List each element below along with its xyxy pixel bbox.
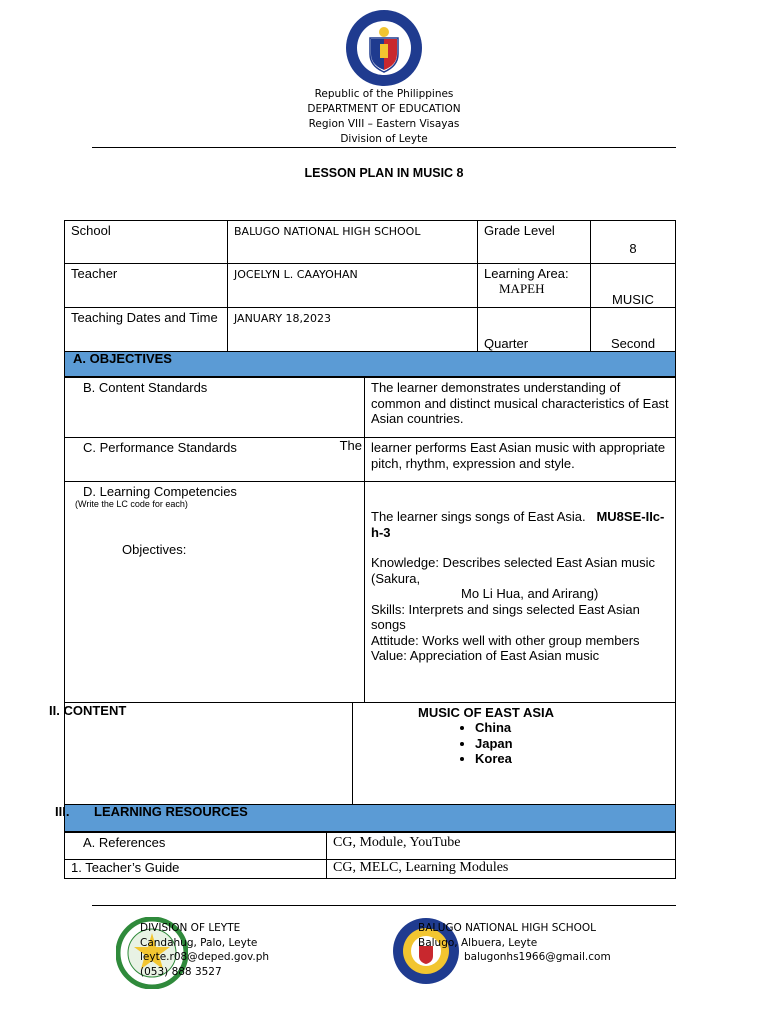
footer-right-address: Balugo, Albuera, Leyte <box>418 936 538 949</box>
dates-label: Teaching Dates and Time <box>65 308 228 352</box>
performance-standards-label <box>65 438 365 482</box>
teachers-guide-value: CG, MELC, Learning Modules <box>327 860 676 879</box>
performance-the: The <box>339 438 362 453</box>
footer-right-school: BALUGO NATIONAL HIGH SCHOOL <box>418 922 596 934</box>
footer-rule <box>92 905 676 906</box>
footer-right <box>418 921 611 965</box>
content-topic: MUSIC OF EAST ASIA <box>418 705 555 720</box>
content-topic-cell <box>353 703 676 805</box>
content-label-cell <box>49 703 353 805</box>
quarter-value: Second <box>591 308 676 352</box>
region-line: Region VIII – Eastern Visayas <box>308 118 460 130</box>
performance-standards-text: learner performs East Asian music with appropriate pitch, rhythm, expression and style. <box>365 438 676 482</box>
teachers-guide-label: 1. Teacher’s Guide <box>65 860 327 879</box>
footer-left-phone: (053) 888 3527 <box>140 965 222 978</box>
competencies-note: (Write the LC code for each) <box>75 499 188 509</box>
objectives-heading-text: A. OBJECTIVES <box>73 351 172 366</box>
competencies-text-cell <box>365 482 676 703</box>
skills-text: Skills: Interprets and sings selected East Asian songs <box>371 601 640 632</box>
learning-area-value: MUSIC <box>591 264 676 308</box>
references-value: CG, Module, YouTube <box>327 833 676 860</box>
competency-text: The learner sings songs of East Asia. <box>371 509 586 524</box>
objectives-table <box>64 377 676 703</box>
competencies-cell <box>65 482 365 703</box>
value-text: Value: Appreciation of East Asian music <box>371 648 600 663</box>
list-item: • Japan <box>475 736 669 752</box>
footer-left-email[interactable]: leyte.r08@deped.gov.ph <box>140 951 270 963</box>
footer-left <box>140 921 269 979</box>
grade-value: 8 <box>591 221 676 264</box>
attitude-text: Attitude: Works well with other group members <box>371 632 640 648</box>
content-standards-label: B. Content Standards <box>65 378 365 438</box>
competency-code: MU8SE-IIc-h-3 <box>371 509 665 540</box>
resources-heading-num: III. <box>55 804 70 819</box>
learning-area-sub: MAPEH <box>499 281 545 296</box>
deped-seal-logo <box>344 8 424 88</box>
knowledge-a: Knowledge: Describes selected East Asian music (Sakura, <box>371 555 655 586</box>
list-item: • China <box>475 720 669 736</box>
grade-label: Grade Level <box>478 221 591 264</box>
competency-line <box>371 509 669 540</box>
content-label: II. CONTENT <box>49 703 127 718</box>
content-list <box>359 720 669 767</box>
page-title: LESSON PLAN IN MUSIC 8 <box>304 166 464 180</box>
performance-label-text: C. Performance Standards <box>83 440 237 455</box>
content-standards-text: The learner demonstrates understanding of common and distinct musical characteristics of East Asian countries. <box>365 378 676 438</box>
quarter-label: Quarter <box>478 308 591 352</box>
header-rule <box>92 147 676 148</box>
teacher-value: JOCELYN L. CAAYOHAN <box>228 264 478 308</box>
references-label: A. References <box>65 833 327 860</box>
division-line: Division of Leyte <box>340 133 428 145</box>
learning-area-label: Learning Area: <box>484 266 569 281</box>
knowledge-b: Mo Li Hua, and Arirang) <box>461 586 599 601</box>
content-table <box>49 702 676 805</box>
resources-heading-text: LEARNING RESOURCES <box>94 804 248 819</box>
teacher-label: Teacher <box>65 264 228 308</box>
list-item: • Korea <box>475 751 669 767</box>
resources-heading <box>55 804 676 832</box>
republic-line: Republic of the Philippines <box>314 88 454 100</box>
objectives-label: Objectives: <box>122 542 187 557</box>
objectives-heading <box>64 351 676 377</box>
info-table <box>64 220 676 352</box>
learning-area-cell <box>478 264 591 308</box>
department-line: DEPARTMENT OF EDUCATION <box>307 103 461 115</box>
resources-table <box>64 832 676 879</box>
school-value: BALUGO NATIONAL HIGH SCHOOL <box>228 221 478 264</box>
dates-value: JANUARY 18,2023 <box>228 308 478 352</box>
footer-right-email[interactable]: balugonhs1966@gmail.com <box>464 951 611 963</box>
footer-left-address: Candahug, Palo, Leyte <box>140 936 258 949</box>
competencies-label: D. Learning Competencies <box>83 484 237 499</box>
footer-left-division: DIVISION OF LEYTE <box>140 922 241 934</box>
school-label: School <box>65 221 228 264</box>
